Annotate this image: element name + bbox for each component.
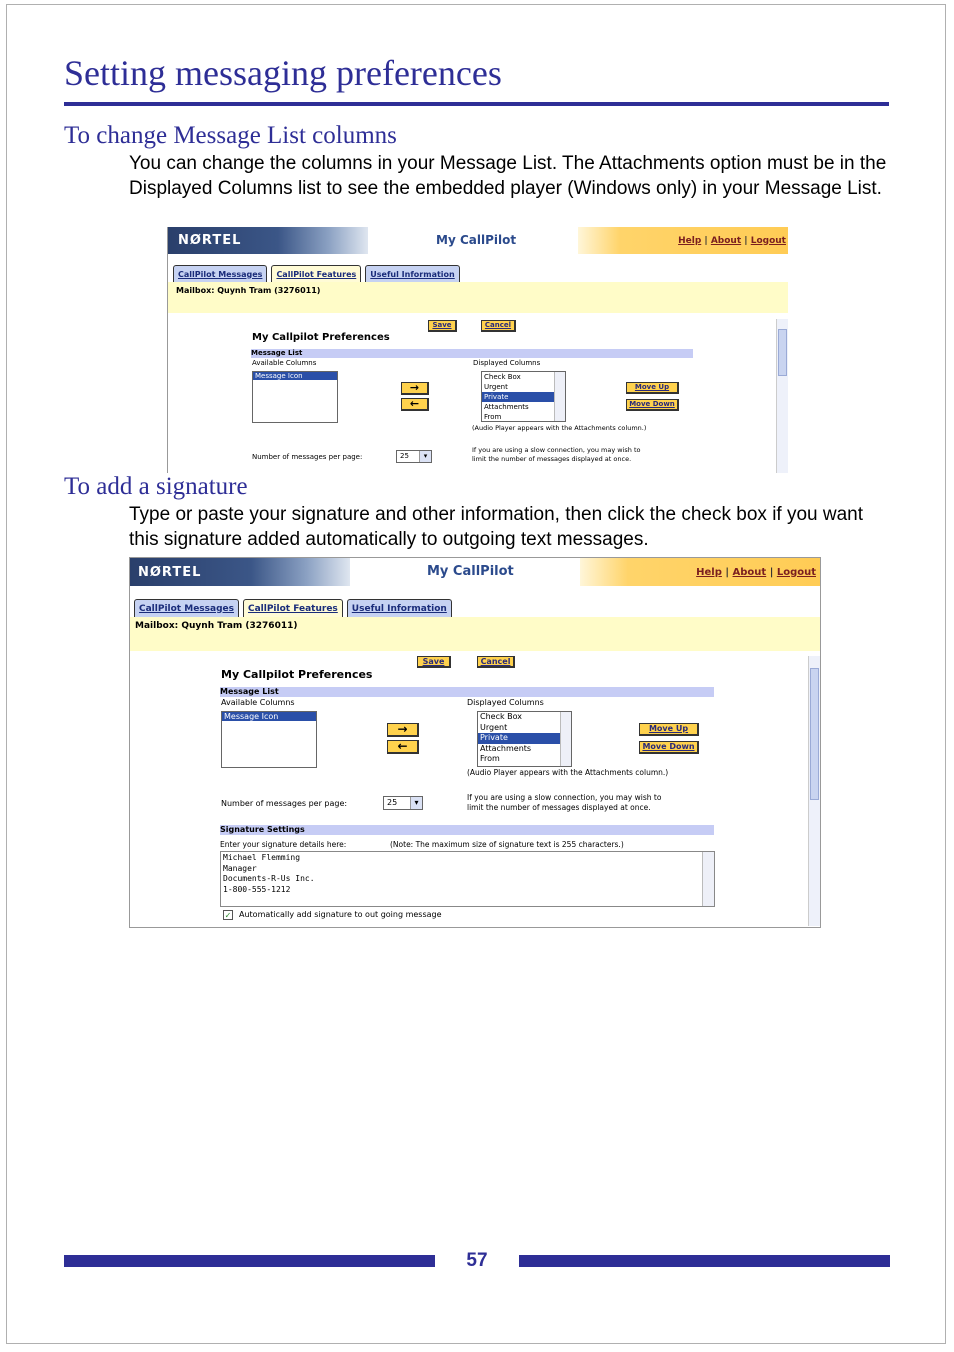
signature-line: Michael Flemming	[223, 853, 301, 862]
move-up-button[interactable]: Move Up	[626, 382, 679, 394]
signature-textarea[interactable]	[220, 851, 715, 907]
help-links	[580, 558, 820, 586]
audio-player-note: (Audio Player appears with the Attachments column.)	[467, 768, 669, 777]
signature-line: Documents-R-Us Inc.	[223, 874, 315, 883]
audio-player-note: (Audio Player appears with the Attachments column.)	[472, 424, 647, 432]
link-separator: |	[744, 235, 748, 246]
about-link[interactable]: About	[732, 566, 767, 578]
mailbox-label: Mailbox: Quynh Tram (3276011)	[168, 282, 788, 313]
list-item[interactable]: From	[484, 413, 502, 421]
messages-per-page-label: Number of messages per page:	[221, 799, 348, 808]
displayed-columns-list[interactable]	[477, 711, 572, 767]
scrollbar-thumb[interactable]	[810, 668, 819, 800]
link-separator: |	[704, 235, 708, 246]
callpilot-screenshot-message-list	[167, 227, 788, 473]
message-list-header: Message List	[251, 349, 693, 358]
cancel-button[interactable]: Cancel	[481, 320, 516, 332]
help-link[interactable]: Help	[696, 566, 722, 578]
title-rule	[64, 102, 889, 106]
signature-max-note: (Note: The maximum size of signature text is 255 characters.)	[390, 840, 624, 849]
tab-callpilot-messages[interactable]: CallPilot Messages	[173, 265, 267, 282]
move-down-button[interactable]: Move Down	[639, 741, 699, 754]
list-item[interactable]: Check Box	[484, 373, 521, 381]
remove-column-arrow-icon[interactable]: ←	[401, 398, 429, 411]
list-item[interactable]: Attachments	[480, 743, 532, 753]
link-separator: |	[725, 566, 730, 578]
displayed-columns-list[interactable]	[481, 371, 566, 422]
logout-link[interactable]: Logout	[776, 566, 816, 578]
list-item[interactable]: Private	[482, 392, 565, 402]
messages-per-page-label: Number of messages per page:	[252, 453, 363, 461]
app-banner	[130, 558, 820, 586]
page-title: Setting messaging preferences	[64, 53, 502, 93]
page-scrollbar[interactable]	[776, 319, 788, 473]
save-button[interactable]: Save	[417, 656, 451, 668]
section-heading-signature: To add a signature	[64, 473, 248, 500]
messages-per-page-select[interactable]	[396, 450, 432, 463]
logout-link[interactable]: Logout	[750, 235, 786, 246]
list-item[interactable]: Private	[478, 733, 571, 744]
list-item[interactable]: Attachments	[484, 403, 529, 411]
cancel-button[interactable]: Cancel	[477, 656, 515, 668]
tab-callpilot-features[interactable]: CallPilot Features	[271, 265, 361, 282]
callpilot-screenshot-signature	[129, 557, 821, 928]
tab-callpilot-messages[interactable]: CallPilot Messages	[134, 599, 239, 617]
tab-callpilot-features[interactable]: CallPilot Features	[243, 599, 343, 617]
messages-per-page-select[interactable]	[383, 796, 423, 810]
footer-rule-right	[519, 1255, 890, 1267]
page-scrollbar[interactable]	[808, 656, 820, 926]
nortel-logo: NØRTEL	[130, 558, 350, 586]
nortel-logo: NØRTEL	[168, 227, 368, 254]
footer-rule-left	[64, 1255, 435, 1267]
mailbox-label: Mailbox: Quynh Tram (3276011)	[130, 617, 820, 651]
signature-line: Manager	[223, 863, 257, 873]
auto-add-signature-checkbox[interactable]: ✓	[224, 911, 232, 920]
tab-bar	[134, 599, 456, 617]
link-separator: |	[769, 566, 774, 578]
displayed-columns-label: Displayed Columns	[473, 359, 541, 367]
textarea-scrollbar[interactable]	[702, 852, 714, 906]
chevron-down-icon[interactable]: ▾	[410, 797, 422, 809]
save-button[interactable]: Save	[428, 320, 457, 332]
available-columns-list[interactable]	[252, 371, 338, 423]
tab-bar	[173, 265, 464, 282]
list-item[interactable]: Urgent	[480, 722, 508, 732]
slow-connection-note: limit the number of messages displayed at once.	[467, 803, 651, 812]
select-value: 25	[400, 452, 409, 460]
scrollbar-thumb[interactable]	[778, 329, 787, 376]
displayed-columns-label: Displayed Columns	[467, 698, 544, 707]
add-column-arrow-icon[interactable]: →	[401, 382, 429, 395]
list-item[interactable]: Message Icon	[253, 372, 337, 380]
list-item[interactable]: Message Icon	[222, 712, 316, 721]
chevron-down-icon[interactable]: ▾	[419, 451, 431, 462]
signature-line: 1-800-555-1212	[223, 884, 291, 894]
prefs-title: My Callpilot Preferences	[252, 332, 390, 343]
available-columns-label: Available Columns	[252, 359, 317, 367]
about-link[interactable]: About	[710, 235, 742, 246]
list-item[interactable]: Urgent	[484, 383, 508, 391]
help-links	[578, 227, 788, 254]
tab-useful-information[interactable]: Useful Information	[365, 265, 459, 282]
app-banner	[168, 227, 788, 254]
slow-connection-note: If you are using a slow connection, you may wish to	[467, 793, 662, 802]
list-item[interactable]: Check Box	[480, 712, 523, 721]
list-scrollbar[interactable]	[560, 712, 571, 766]
signature-prompt-label: Enter your signature details here:	[220, 840, 347, 849]
move-down-button[interactable]: Move Down	[626, 399, 679, 411]
app-title: My CallPilot	[436, 233, 517, 247]
move-up-button[interactable]: Move Up	[639, 723, 699, 736]
available-columns-list[interactable]	[221, 711, 317, 768]
list-item[interactable]: From	[480, 754, 500, 763]
section-body-signature: Type or paste your signature and other information, then click the check box if you want this signature added automatically to outgoing text messages.	[129, 504, 864, 550]
slow-connection-note: limit the number of messages displayed at once.	[472, 455, 632, 463]
app-title: My CallPilot	[427, 564, 514, 579]
help-link[interactable]: Help	[678, 235, 702, 246]
signature-settings-header: Signature Settings	[220, 825, 714, 835]
available-columns-label: Available Columns	[221, 698, 295, 707]
section-body-message-list: You can change the columns in your Message List. The Attachments option must be in the Displayed Columns list to see the embedded player (Windows only) in your Message List.	[129, 153, 887, 199]
remove-column-arrow-icon[interactable]: ←	[387, 740, 419, 754]
prefs-title: My Callpilot Preferences	[221, 668, 373, 681]
select-value: 25	[387, 798, 398, 807]
tab-useful-information[interactable]: Useful Information	[347, 599, 452, 617]
add-column-arrow-icon[interactable]: →	[387, 723, 419, 737]
page-number: 57	[466, 1250, 488, 1271]
slow-connection-note: If you are using a slow connection, you may wish to	[472, 446, 641, 454]
list-scrollbar[interactable]	[554, 372, 565, 421]
message-list-header: Message List	[220, 687, 714, 697]
section-heading-message-list: To change Message List columns	[64, 122, 397, 149]
auto-add-signature-label: Automatically add signature to out going message	[239, 910, 442, 919]
